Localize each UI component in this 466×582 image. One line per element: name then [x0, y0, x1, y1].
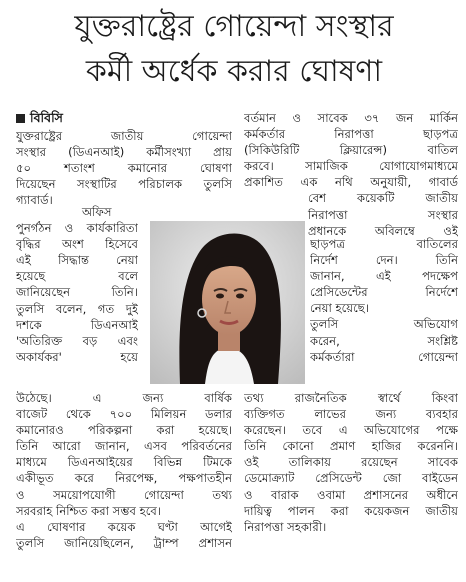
headline — [8, 4, 460, 94]
article-right-bottom — [244, 390, 458, 535]
text-line: প্রধানকে অবিলম্বে ওই — [308, 223, 458, 238]
text-line: 'অতিরিক্ত বড় এবং — [16, 333, 138, 348]
text-line: কর্মকর্তার নিরাপত্তা ছাড়পত্র — [244, 127, 458, 142]
text-line: নিরাপত্তা সহকারী। — [244, 519, 327, 534]
text-line: দায়িত্ব পালন করা কয়েকজন জাতীয় — [244, 503, 458, 518]
text-line: ডেমোক্র্যাট প্রেসিডেন্ট জো বাইডেন — [244, 471, 458, 486]
text-line: মাধ্যমে ডিএনআইয়ের বিভিন্ন টিমকে — [16, 455, 232, 470]
source-byline — [16, 110, 63, 126]
headline-line-1: যুক্তরাষ্ট্রের গোয়েন্দা সংস্থার — [74, 9, 394, 44]
text-line: এই সিদ্ধান্ত নেয়া — [16, 253, 138, 268]
text-line: অফিস — [82, 205, 112, 219]
text-line: ও সময়োপযোগী গোয়েন্দা তথ্য — [16, 487, 232, 502]
text-line: নির্দেশ দেন। তিনি — [310, 253, 458, 268]
portrait-illustration — [150, 221, 305, 384]
text-line: দশকে ডিএনআই — [16, 317, 138, 332]
article-right-mid — [310, 236, 458, 365]
article-left-top — [16, 128, 232, 208]
text-line: বৃদ্ধির অংশ হিসেবে — [16, 237, 138, 252]
text-line: জানান, এই পদক্ষেপ — [310, 269, 458, 284]
text-line: ব্যক্তিগত লাভের জন্য ব্যবহার — [244, 407, 458, 422]
text-line: ও বারাক ওবামা প্রশাসনের অধীনে — [244, 487, 458, 502]
text-line: করেছেন। তবে এ অভিযোগের পক্ষে — [244, 423, 458, 438]
text-line: পুনর্গঠন ও কার্যকারিতা — [16, 221, 138, 236]
text-line: গ্যাবার্ড। — [16, 193, 53, 208]
article-right-top — [244, 110, 458, 239]
text-line: জানিয়েছেন তিনি। — [16, 285, 138, 300]
text-line: তুলসি বলেন, গত দুই — [16, 301, 138, 316]
portrait-photo — [150, 221, 305, 384]
text-line: এ ঘোষণার কয়েক ঘণ্টা আগেই — [16, 519, 232, 534]
bullet-square-icon — [16, 114, 25, 123]
text-line: করবে। সামাজিক যোগাযোগমাধ্যমে — [244, 159, 458, 174]
text-line: বাজেট থেকে ৭০০ মিলিয়ন ডলার — [16, 407, 232, 422]
text-line: যুক্তরাষ্ট্রের জাতীয় গোয়েন্দা — [16, 129, 232, 143]
text-line: তথ্য রাজনৈতিক স্বার্থে কিংবা — [244, 391, 458, 405]
article-left-bottom — [16, 390, 232, 551]
headline-line-2: কর্মী অর্ধেক করার ঘোষণা — [85, 54, 383, 89]
source-name: বিবিসি — [30, 110, 63, 125]
text-line: (সিকিউরিটি ক্লিয়ারেন্স) বাতিল — [244, 143, 458, 158]
article-left-mid — [16, 204, 138, 365]
text-line: হয়েছে বলে — [16, 269, 138, 284]
text-line: বেশ কয়েকটি জাতীয় — [308, 191, 458, 206]
text-line: করেন, সংশ্লিষ্ট — [310, 333, 458, 348]
text-line: কমানোরও পরিকল্পনা করা হয়েছে। — [16, 423, 232, 438]
text-line: তিনি কোনো প্রমাণ হাজির করেননি। — [244, 439, 458, 454]
text-line: বর্তমান ও সাবেক ৩৭ জন মার্কিন — [244, 111, 458, 125]
text-line: সরবরাহ নিশ্চিত করা সম্ভব হবে। — [16, 503, 161, 518]
text-line: তুলসি জানিয়েছিলেন, ট্রাম্প প্রশাসন — [16, 535, 232, 550]
text-line: কর্মকর্তারা গোয়েন্দা — [310, 349, 458, 364]
text-line: ওই তালিকায় রয়েছেন সাবেক — [244, 455, 458, 470]
text-line: অকার্যকর' হয়ে — [16, 349, 138, 364]
text-line: সংস্থার (ডিএনআই) কর্মীসংখ্যা প্রায় — [16, 145, 232, 160]
text-line: ৫০ শতাংশ কমানোর ঘোষণা — [16, 161, 232, 176]
text-line: নেয়া হয়েছে। — [310, 301, 369, 316]
text-line: একীভূত করে নিরপেক্ষ, পক্ষপাতহীন — [16, 471, 232, 486]
text-line: ছাড়পত্র বাতিলের — [310, 237, 458, 251]
text-line: প্রেসিডেন্টের নির্দেশে — [310, 285, 458, 300]
text-line: তুলসি অভিযোগ — [310, 317, 458, 332]
text-line: নিরাপত্তা সংস্থার — [308, 207, 458, 222]
text-line: প্রকাশিত এক নথি অনুযায়ী, গাবার্ড — [244, 175, 458, 190]
text-line: তিনি আরো জানান, এসব পরিবর্তনের — [16, 439, 232, 454]
text-line: উঠেছে। এ জন্য বার্ষিক — [16, 391, 232, 405]
text-line: দিয়েছেন সংস্থাটির পরিচালক তুলসি — [16, 177, 232, 192]
